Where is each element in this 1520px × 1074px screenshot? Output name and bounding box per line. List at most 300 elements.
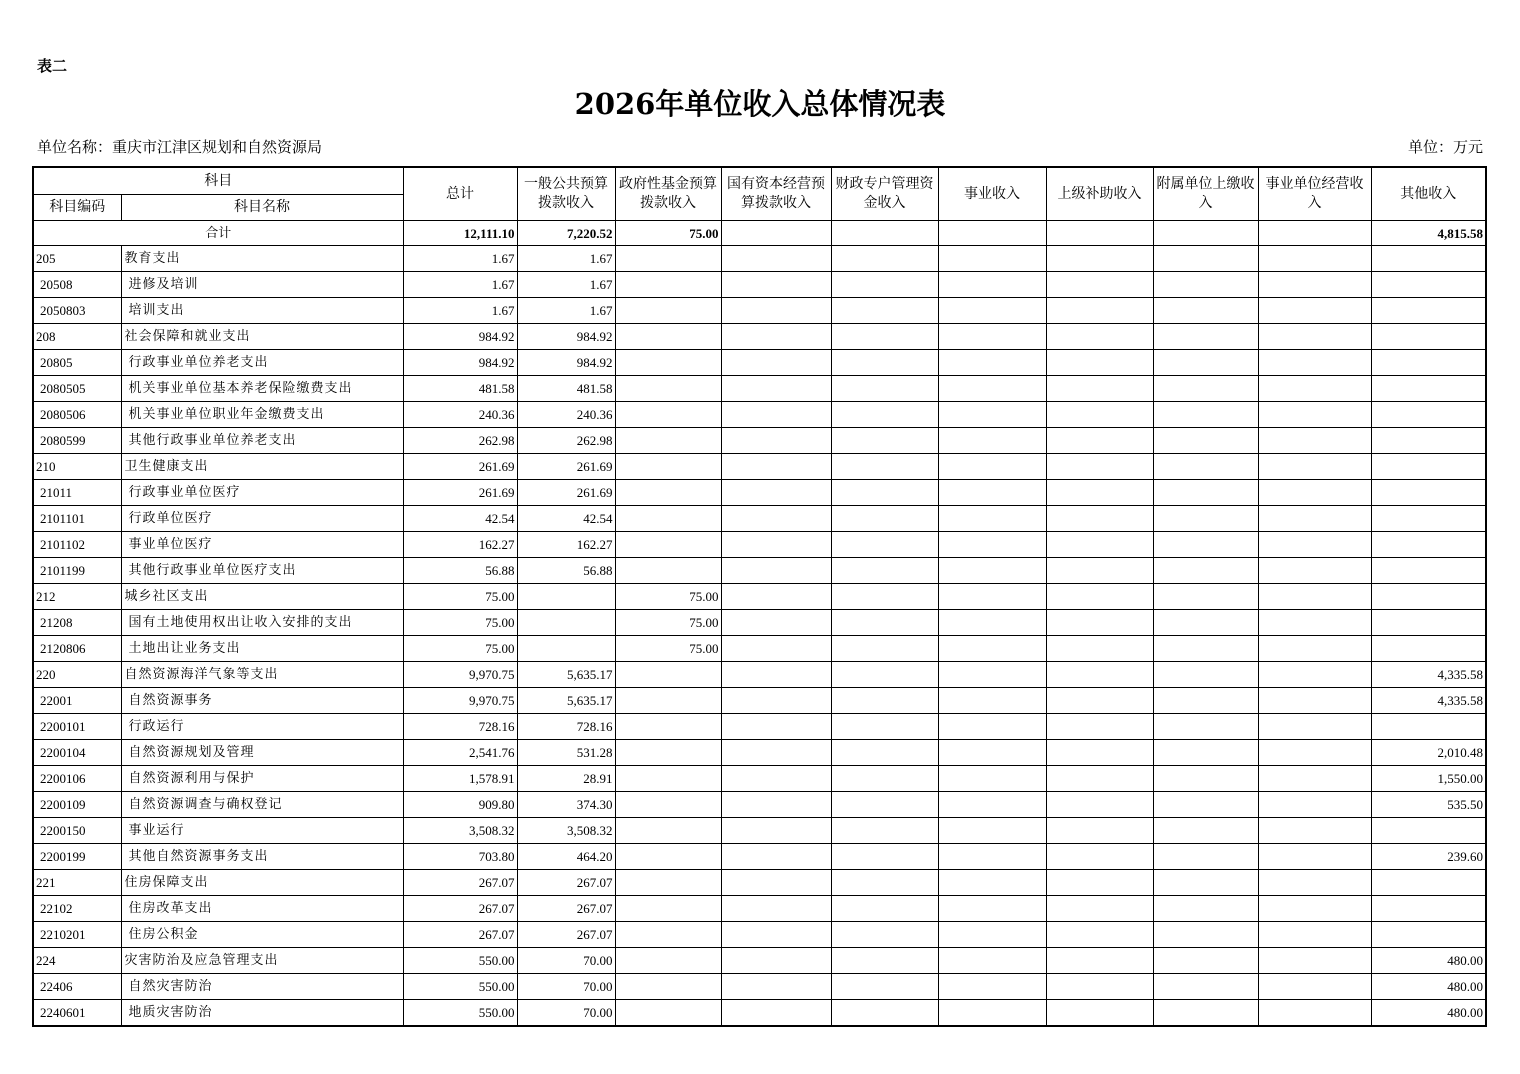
amount-cell: 481.58: [517, 376, 615, 402]
amount-cell: 464.20: [517, 844, 615, 870]
amount-cell: [721, 870, 831, 896]
amount-cell: [721, 350, 831, 376]
amount-cell: 1.67: [517, 246, 615, 272]
unit-name-label: 单位名称：重庆市江津区规划和自然资源局: [37, 138, 323, 156]
amount-cell: [615, 402, 721, 428]
subject-code-cell: 22102: [33, 896, 121, 922]
amount-cell: [1153, 532, 1258, 558]
amount-cell: 984.92: [517, 324, 615, 350]
amount-cell: 481.58: [403, 376, 517, 402]
table-row: [33, 662, 1486, 688]
amount-cell: 1,578.91: [403, 766, 517, 792]
amount-cell: [1258, 558, 1371, 584]
amount-cell: 4,335.58: [1371, 688, 1486, 714]
subject-name-cell: 事业运行: [121, 818, 403, 844]
amount-cell: 480.00: [1371, 1000, 1486, 1027]
amount-cell: [1258, 610, 1371, 636]
table-number-label: 表二: [37, 57, 68, 75]
amount-cell: [938, 792, 1046, 818]
total-cell: 12,111.10: [403, 221, 517, 246]
table-row: [33, 272, 1486, 298]
header-operating-income: 事业单位经营收入: [1258, 167, 1371, 221]
amount-cell: [831, 974, 938, 1000]
amount-cell: [831, 792, 938, 818]
header-business-income: 事业收入: [938, 167, 1046, 221]
amount-cell: [1153, 922, 1258, 948]
header-gov-fund: 政府性基金预算拨款收入: [615, 167, 721, 221]
subject-name-cell: 住房改革支出: [121, 896, 403, 922]
amount-cell: [1046, 480, 1153, 506]
amount-cell: [721, 454, 831, 480]
table-row: [33, 376, 1486, 402]
amount-cell: [1153, 636, 1258, 662]
subject-code-cell: 2080506: [33, 402, 121, 428]
subject-name-cell: 自然灾害防治: [121, 974, 403, 1000]
amount-cell: 261.69: [403, 454, 517, 480]
subject-code-cell: 224: [33, 948, 121, 974]
amount-cell: 56.88: [403, 558, 517, 584]
table-row: [33, 766, 1486, 792]
amount-cell: [1258, 246, 1371, 272]
amount-cell: [615, 714, 721, 740]
header-state-capital: 国有资本经营预算拨款收入: [721, 167, 831, 221]
amount-cell: [1046, 454, 1153, 480]
amount-cell: [721, 506, 831, 532]
amount-cell: [1046, 402, 1153, 428]
subject-name-cell: 城乡社区支出: [121, 584, 403, 610]
amount-cell: [1153, 584, 1258, 610]
amount-cell: [1046, 714, 1153, 740]
amount-cell: [1046, 1000, 1153, 1027]
amount-cell: [1153, 662, 1258, 688]
amount-cell: [1046, 766, 1153, 792]
amount-cell: [1258, 974, 1371, 1000]
amount-cell: 267.07: [403, 896, 517, 922]
subject-code-cell: 2240601: [33, 1000, 121, 1027]
amount-cell: [1371, 558, 1486, 584]
table-row: [33, 506, 1486, 532]
amount-cell: [1258, 298, 1371, 324]
amount-cell: 2,541.76: [403, 740, 517, 766]
amount-cell: [615, 428, 721, 454]
amount-cell: 267.07: [517, 896, 615, 922]
amount-cell: 162.27: [403, 532, 517, 558]
amount-cell: 240.36: [403, 402, 517, 428]
table-row: [33, 298, 1486, 324]
amount-cell: 3,508.32: [403, 818, 517, 844]
table-row: [33, 1000, 1486, 1027]
table-row: [33, 714, 1486, 740]
amount-cell: [1046, 688, 1153, 714]
table-row: [33, 610, 1486, 636]
amount-cell: [1371, 402, 1486, 428]
amount-cell: [1046, 376, 1153, 402]
amount-cell: [721, 246, 831, 272]
amount-cell: 75.00: [403, 584, 517, 610]
amount-cell: 70.00: [517, 948, 615, 974]
amount-cell: [615, 688, 721, 714]
amount-cell: [1371, 350, 1486, 376]
total-cell: [721, 221, 831, 246]
amount-cell: 909.80: [403, 792, 517, 818]
subject-code-cell: 20508: [33, 272, 121, 298]
subject-code-cell: 2050803: [33, 298, 121, 324]
amount-cell: [1258, 948, 1371, 974]
amount-cell: [517, 636, 615, 662]
amount-cell: [938, 636, 1046, 662]
amount-cell: 9,970.75: [403, 662, 517, 688]
amount-cell: [1371, 428, 1486, 454]
amount-cell: [1153, 688, 1258, 714]
amount-cell: [1371, 480, 1486, 506]
amount-cell: [1258, 324, 1371, 350]
table-row: [33, 584, 1486, 610]
amount-cell: [1371, 896, 1486, 922]
amount-cell: [721, 740, 831, 766]
subject-code-cell: 2101199: [33, 558, 121, 584]
amount-cell: 4,335.58: [1371, 662, 1486, 688]
amount-cell: [831, 324, 938, 350]
amount-cell: [938, 870, 1046, 896]
amount-cell: [615, 662, 721, 688]
amount-cell: [721, 1000, 831, 1027]
subject-name-cell: 其他自然资源事务支出: [121, 844, 403, 870]
amount-cell: [1153, 376, 1258, 402]
amount-cell: [831, 1000, 938, 1027]
amount-cell: [938, 558, 1046, 584]
amount-cell: [1153, 272, 1258, 298]
table-row: [33, 844, 1486, 870]
amount-cell: [1371, 584, 1486, 610]
amount-cell: [1371, 272, 1486, 298]
amount-cell: 70.00: [517, 974, 615, 1000]
amount-cell: [1153, 428, 1258, 454]
amount-cell: [1046, 428, 1153, 454]
amount-cell: [615, 350, 721, 376]
subject-name-cell: 行政事业单位医疗: [121, 480, 403, 506]
amount-cell: [1153, 974, 1258, 1000]
amount-cell: [517, 584, 615, 610]
amount-cell: 261.69: [517, 454, 615, 480]
table-row: [33, 454, 1486, 480]
amount-cell: [615, 506, 721, 532]
amount-cell: [615, 818, 721, 844]
table-row: [33, 558, 1486, 584]
subject-name-cell: 地质灾害防治: [121, 1000, 403, 1027]
amount-cell: 75.00: [615, 610, 721, 636]
subject-name-cell: 自然资源利用与保护: [121, 766, 403, 792]
subject-name-cell: 行政运行: [121, 714, 403, 740]
header-total: 总计: [403, 167, 517, 221]
amount-cell: [831, 870, 938, 896]
amount-cell: [1046, 740, 1153, 766]
amount-cell: [1258, 792, 1371, 818]
amount-cell: [831, 246, 938, 272]
amount-cell: 984.92: [517, 350, 615, 376]
amount-cell: [831, 948, 938, 974]
amount-cell: [938, 1000, 1046, 1027]
amount-cell: 550.00: [403, 974, 517, 1000]
table-row: [33, 792, 1486, 818]
amount-cell: [938, 480, 1046, 506]
amount-cell: [1046, 870, 1153, 896]
amount-cell: [1046, 922, 1153, 948]
subject-code-cell: 2101101: [33, 506, 121, 532]
table-row: [33, 402, 1486, 428]
amount-cell: [1371, 298, 1486, 324]
subject-code-cell: 205: [33, 246, 121, 272]
header-other-income: 其他收入: [1371, 167, 1486, 221]
amount-cell: [1258, 402, 1371, 428]
subject-name-cell: 培训支出: [121, 298, 403, 324]
amount-cell: 1,550.00: [1371, 766, 1486, 792]
amount-cell: 42.54: [403, 506, 517, 532]
amount-cell: [615, 974, 721, 1000]
amount-cell: [938, 428, 1046, 454]
amount-cell: [1046, 298, 1153, 324]
amount-cell: [1153, 896, 1258, 922]
amount-cell: [938, 740, 1046, 766]
amount-cell: 267.07: [403, 922, 517, 948]
amount-cell: [721, 636, 831, 662]
amount-cell: 374.30: [517, 792, 615, 818]
amount-cell: [938, 688, 1046, 714]
amount-cell: [938, 376, 1046, 402]
amount-cell: 75.00: [403, 636, 517, 662]
amount-cell: [1258, 480, 1371, 506]
total-cell: 75.00: [615, 221, 721, 246]
amount-cell: [721, 480, 831, 506]
amount-cell: 262.98: [517, 428, 615, 454]
amount-cell: [1258, 870, 1371, 896]
amount-cell: [938, 974, 1046, 1000]
amount-cell: [721, 766, 831, 792]
amount-cell: [938, 584, 1046, 610]
amount-cell: [1153, 402, 1258, 428]
amount-cell: 2,010.48: [1371, 740, 1486, 766]
amount-cell: [1371, 532, 1486, 558]
amount-cell: [1258, 896, 1371, 922]
amount-cell: [938, 298, 1046, 324]
amount-cell: [1046, 506, 1153, 532]
table-row: [33, 688, 1486, 714]
amount-cell: 703.80: [403, 844, 517, 870]
amount-cell: [615, 272, 721, 298]
amount-cell: 531.28: [517, 740, 615, 766]
amount-cell: [721, 714, 831, 740]
amount-cell: 28.91: [517, 766, 615, 792]
amount-cell: 267.07: [403, 870, 517, 896]
subject-name-cell: 自然资源调查与确权登记: [121, 792, 403, 818]
amount-cell: [1046, 584, 1153, 610]
amount-cell: [1258, 740, 1371, 766]
amount-cell: [831, 688, 938, 714]
amount-cell: [615, 376, 721, 402]
amount-cell: 535.50: [1371, 792, 1486, 818]
amount-cell: [831, 558, 938, 584]
amount-cell: [1258, 454, 1371, 480]
amount-cell: 75.00: [615, 584, 721, 610]
subject-code-cell: 21011: [33, 480, 121, 506]
amount-cell: [1371, 454, 1486, 480]
subject-code-cell: 22001: [33, 688, 121, 714]
table-row: [33, 480, 1486, 506]
amount-cell: [831, 376, 938, 402]
amount-cell: [1046, 246, 1153, 272]
subject-code-cell: 2200104: [33, 740, 121, 766]
amount-cell: [615, 532, 721, 558]
amount-cell: [615, 844, 721, 870]
subject-code-cell: 2120806: [33, 636, 121, 662]
amount-cell: [938, 922, 1046, 948]
amount-cell: [938, 532, 1046, 558]
amount-cell: [721, 948, 831, 974]
amount-cell: [938, 324, 1046, 350]
total-cell: 7,220.52: [517, 221, 615, 246]
amount-cell: [1258, 428, 1371, 454]
amount-cell: [831, 402, 938, 428]
amount-cell: [1371, 246, 1486, 272]
table-row: [33, 428, 1486, 454]
amount-cell: [831, 610, 938, 636]
amount-cell: [938, 246, 1046, 272]
amount-cell: [831, 272, 938, 298]
amount-cell: [831, 584, 938, 610]
income-table: [32, 166, 1487, 1027]
subject-code-cell: 2200150: [33, 818, 121, 844]
amount-cell: 267.07: [517, 922, 615, 948]
amount-cell: 5,635.17: [517, 688, 615, 714]
total-cell: 4,815.58: [1371, 221, 1486, 246]
subject-name-cell: 教育支出: [121, 246, 403, 272]
amount-cell: [1153, 558, 1258, 584]
amount-cell: [721, 298, 831, 324]
amount-cell: [721, 428, 831, 454]
subject-name-cell: 其他行政事业单位养老支出: [121, 428, 403, 454]
table-row: [33, 922, 1486, 948]
amount-cell: [615, 298, 721, 324]
subject-code-cell: 21208: [33, 610, 121, 636]
amount-cell: [1258, 506, 1371, 532]
amount-cell: 728.16: [517, 714, 615, 740]
amount-cell: 550.00: [403, 1000, 517, 1027]
amount-cell: [1153, 818, 1258, 844]
amount-cell: [1046, 844, 1153, 870]
table-row: [33, 246, 1486, 272]
table-row: [33, 818, 1486, 844]
subject-name-cell: 其他行政事业单位医疗支出: [121, 558, 403, 584]
amount-cell: [615, 896, 721, 922]
amount-cell: [1371, 376, 1486, 402]
amount-cell: [721, 662, 831, 688]
amount-cell: [721, 896, 831, 922]
amount-cell: 267.07: [517, 870, 615, 896]
amount-cell: [1258, 532, 1371, 558]
subject-code-cell: 221: [33, 870, 121, 896]
header-subject: 科目: [33, 167, 403, 195]
amount-cell: [1153, 870, 1258, 896]
amount-cell: [721, 402, 831, 428]
amount-cell: [1371, 818, 1486, 844]
amount-cell: [1153, 506, 1258, 532]
amount-cell: [721, 610, 831, 636]
header-general-budget: 一般公共预算拨款收入: [517, 167, 615, 221]
amount-cell: [938, 402, 1046, 428]
amount-cell: 42.54: [517, 506, 615, 532]
amount-cell: [1153, 298, 1258, 324]
amount-cell: [1258, 636, 1371, 662]
subject-name-cell: 住房公积金: [121, 922, 403, 948]
table-header-row: [33, 167, 1486, 195]
subject-name-cell: 自然资源事务: [121, 688, 403, 714]
amount-cell: [1153, 1000, 1258, 1027]
amount-cell: [1258, 818, 1371, 844]
amount-cell: [1046, 896, 1153, 922]
amount-cell: [1258, 272, 1371, 298]
amount-cell: [1153, 714, 1258, 740]
amount-cell: 480.00: [1371, 948, 1486, 974]
amount-cell: [1153, 740, 1258, 766]
amount-cell: [831, 844, 938, 870]
amount-cell: [831, 662, 938, 688]
amount-cell: [1258, 662, 1371, 688]
amount-cell: [1371, 870, 1486, 896]
subject-name-cell: 自然资源海洋气象等支出: [121, 662, 403, 688]
amount-cell: [831, 714, 938, 740]
amount-cell: [1258, 584, 1371, 610]
amount-cell: [831, 350, 938, 376]
table-row: [33, 324, 1486, 350]
amount-cell: 239.60: [1371, 844, 1486, 870]
amount-cell: [938, 766, 1046, 792]
amount-cell: 75.00: [403, 610, 517, 636]
amount-cell: [615, 454, 721, 480]
amount-cell: 1.67: [517, 272, 615, 298]
subject-name-cell: 事业单位医疗: [121, 532, 403, 558]
amount-cell: [721, 272, 831, 298]
amount-cell: [1153, 844, 1258, 870]
total-cell: [1153, 221, 1258, 246]
amount-cell: 1.67: [403, 246, 517, 272]
subject-name-cell: 行政事业单位养老支出: [121, 350, 403, 376]
amount-cell: 70.00: [517, 1000, 615, 1027]
table-row: [33, 636, 1486, 662]
amount-cell: [721, 324, 831, 350]
amount-cell: 1.67: [517, 298, 615, 324]
amount-cell: 9,970.75: [403, 688, 517, 714]
subject-code-cell: 2200106: [33, 766, 121, 792]
subject-name-cell: 卫生健康支出: [121, 454, 403, 480]
amount-cell: [721, 818, 831, 844]
amount-cell: [615, 480, 721, 506]
amount-cell: [615, 948, 721, 974]
subject-code-cell: 20805: [33, 350, 121, 376]
amount-cell: [831, 766, 938, 792]
amount-cell: 728.16: [403, 714, 517, 740]
subject-code-cell: 2200109: [33, 792, 121, 818]
amount-cell: [938, 454, 1046, 480]
subject-name-cell: 土地出让业务支出: [121, 636, 403, 662]
amount-cell: [938, 948, 1046, 974]
total-cell: [1258, 221, 1371, 246]
total-cell: [1046, 221, 1153, 246]
amount-cell: [615, 324, 721, 350]
amount-cell: [1258, 688, 1371, 714]
amount-cell: [1153, 480, 1258, 506]
amount-cell: [1258, 766, 1371, 792]
total-cell: [938, 221, 1046, 246]
amount-cell: [1371, 636, 1486, 662]
